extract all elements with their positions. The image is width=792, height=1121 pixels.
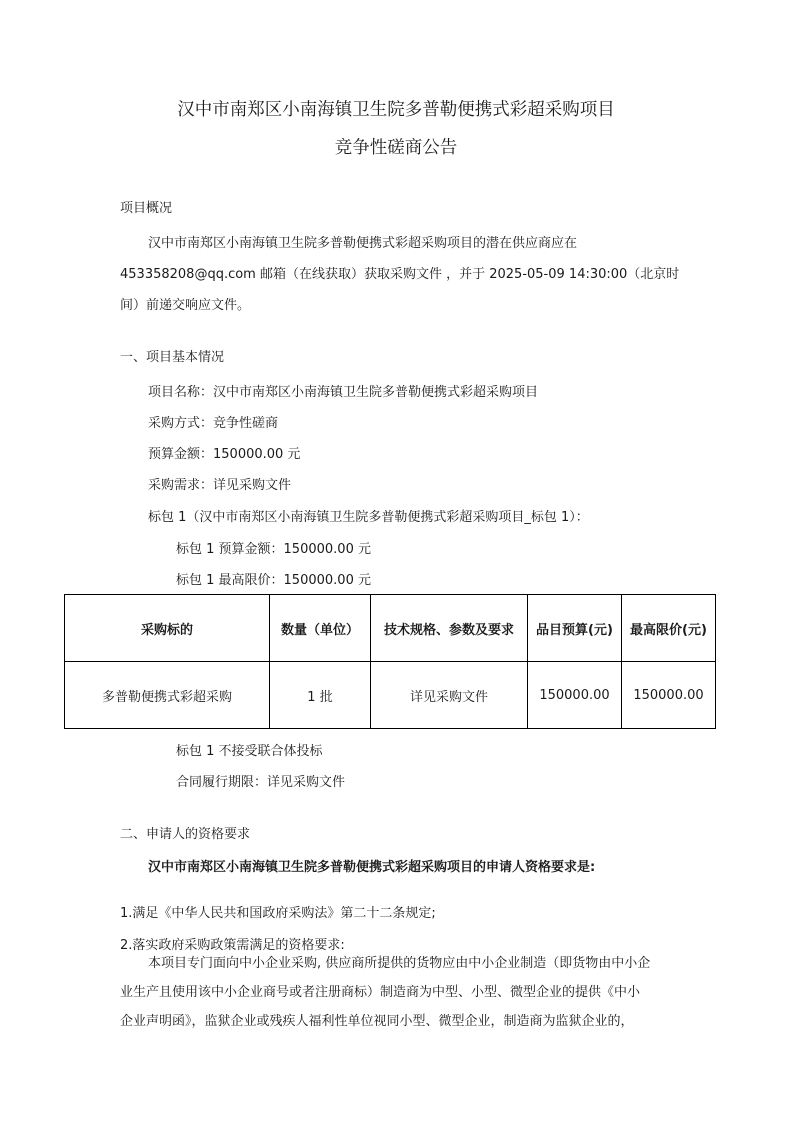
table-cell: 详见采购文件 <box>371 662 528 729</box>
section2-heading: 二、申请人的资格要求 <box>120 827 251 842</box>
sme-paragraph-line-1: 本项目专门面向中小企业采购, 供应商所提供的货物应由中小企业制造（即货物由中小企 <box>148 956 651 971</box>
procurement-items-table <box>64 594 716 729</box>
consortium-note: 标包 1 不接受联合体投标 <box>176 744 323 759</box>
table-cell: 150000.00 <box>622 662 716 729</box>
table-header-row <box>65 595 716 662</box>
table-cell: 1 批 <box>270 662 371 729</box>
table-cell: 多普勒便携式彩超采购 <box>65 662 270 729</box>
contract-period: 合同履行期限：详见采购文件 <box>176 775 346 790</box>
qualification-item-1: 1.满足《中华人民共和国政府采购法》第二十二条规定; <box>120 906 436 921</box>
qualification-item-2: 2.落实政府采购政策需满足的资格要求: <box>120 938 345 953</box>
table-row <box>65 662 716 729</box>
document-subtitle: 竞争性磋商公告 <box>334 138 458 158</box>
procurement-method: 采购方式：竞争性磋商 <box>148 416 279 431</box>
section1-heading: 一、项目基本情况 <box>120 350 225 365</box>
project-name: 项目名称：汉中市南郑区小南海镇卫生院多普勒便携式彩超采购项目 <box>148 385 539 400</box>
lot-description: 标包 1（汉中市南郑区小南海镇卫生院多普勒便携式彩超采购项目_标包 1）： <box>148 510 589 525</box>
procurement-demand: 采购需求：详见采购文件 <box>148 478 292 493</box>
sme-paragraph-line-3: 企业声明函》，监狱企业或残疾人福利性单位视同小型、微型企业，制造商为监狱企业的， <box>120 1014 634 1029</box>
table-cell: 150000.00 <box>528 662 622 729</box>
table-header-cell: 采购标的 <box>65 595 270 662</box>
table-header-cell: 数量（单位） <box>270 595 371 662</box>
document-title: 汉中市南郑区小南海镇卫生院多普勒便携式彩超采购项目 <box>177 100 615 120</box>
table-header-cell: 品目预算(元) <box>528 595 622 662</box>
overview-line-1: 汉中市南郑区小南海镇卫生院多普勒便携式彩超采购项目的潜在供应商应在 <box>148 236 578 251</box>
qualification-subheading: 汉中市南郑区小南海镇卫生院多普勒便携式彩超采购项目的申请人资格要求是: <box>148 860 596 875</box>
lot-budget: 标包 1 预算金额：150000.00 元 <box>176 542 371 557</box>
overview-line-3: 间）前递交响应文件。 <box>120 298 251 313</box>
lot-max-price: 标包 1 最高限价：150000.00 元 <box>176 573 371 588</box>
sme-paragraph-line-2: 业生产且使用该中小企业商号或者注册商标）制造商为中型、小型、微型企业的提供《中小 <box>120 985 641 1000</box>
overview-line-2: 453358208@qq.com 邮箱（在线获取）获取采购文件 ，并于 2025-05-09 14:30:00（北京时 <box>120 267 680 282</box>
table-header-cell: 最高限价(元) <box>622 595 716 662</box>
budget-amount: 预算金额：150000.00 元 <box>148 447 301 462</box>
table-header-cell: 技术规格、参数及要求 <box>371 595 528 662</box>
overview-heading: 项目概况 <box>120 201 173 216</box>
